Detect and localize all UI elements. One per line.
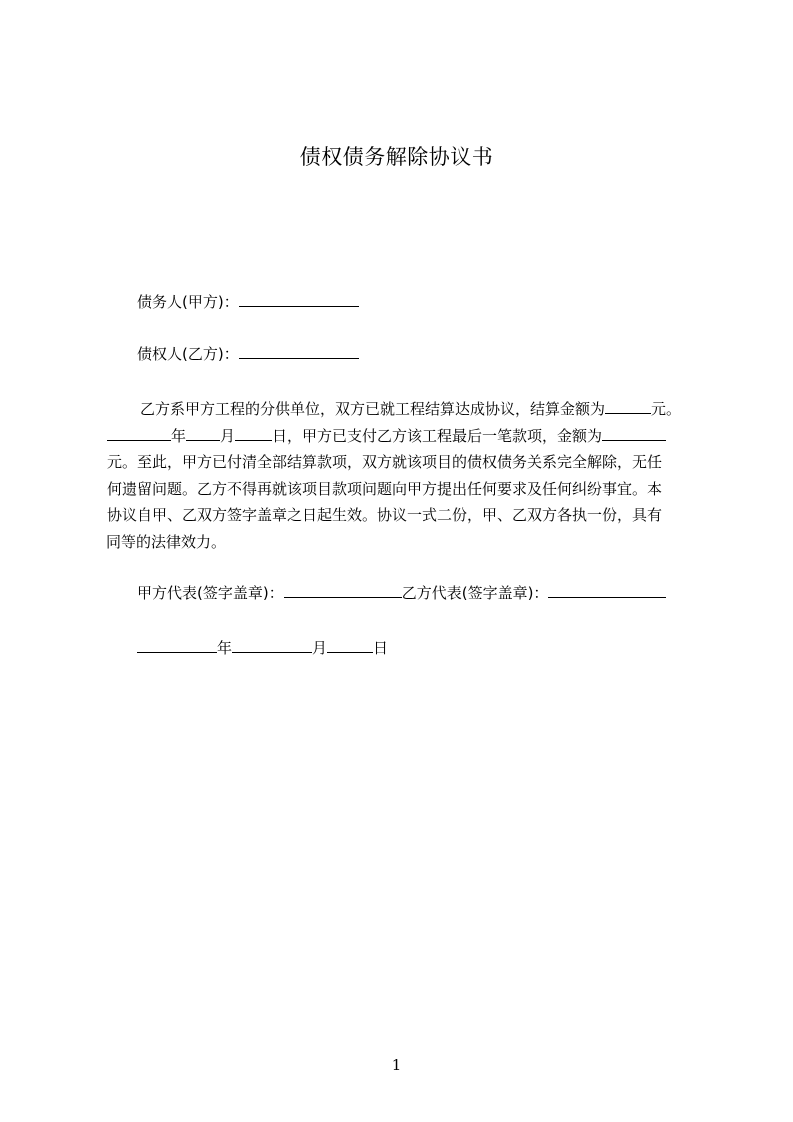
- year-blank: [107, 426, 171, 441]
- body-line-1: [107, 396, 707, 423]
- document-title: 债权债务解除协议书: [299, 145, 494, 169]
- debtor-line: [137, 292, 359, 312]
- date-line: [137, 638, 388, 658]
- date-day-label: 日: [373, 639, 389, 657]
- body-text: 日，甲方已支付乙方该工程最后一笔款项，金额为: [272, 426, 603, 445]
- body-line-6: 同等的法律效力。: [106, 532, 227, 551]
- month-blank: [186, 426, 220, 441]
- body-text: 乙方系甲方工程的分供单位，双方已就工程结算达成协议，结算金额为: [140, 400, 606, 418]
- creditor-blank: [239, 344, 359, 359]
- party-a-signature-label: 甲方代表(签字盖章)：: [137, 584, 284, 602]
- date-month-label: 月: [312, 639, 328, 657]
- debtor-label: 债务人(甲方)：: [137, 293, 239, 311]
- payment-amount-blank: [602, 426, 666, 441]
- debtor-blank: [239, 292, 359, 307]
- date-month-blank: [232, 638, 312, 653]
- date-year-label: 年: [217, 639, 233, 657]
- body-text: 月: [220, 426, 236, 445]
- party-b-signature-label: 乙方代表(签字盖章)：: [401, 584, 549, 602]
- body-text: 年: [171, 426, 187, 445]
- body-line-4: 何遗留问题。乙方不得再就该项目款项问题向甲方提出任何要求及任何纠纷事宜。本: [107, 479, 663, 498]
- date-year-blank: [137, 638, 217, 653]
- creditor-label: 债权人(乙方)：: [137, 345, 239, 363]
- agreement-body: [107, 396, 707, 555]
- day-blank: [235, 426, 272, 441]
- creditor-line: [137, 344, 359, 364]
- page-number: 1: [391, 1056, 402, 1074]
- party-b-signature-blank: [548, 583, 666, 598]
- body-text: 元。: [651, 400, 682, 418]
- date-day-blank: [327, 638, 373, 653]
- body-line-2: [107, 423, 707, 450]
- settlement-amount-blank: [605, 399, 651, 414]
- body-line-5: 协议自甲、乙双方签字盖章之日起生效。协议一式二份，甲、乙双方各执一份，具有: [107, 506, 663, 524]
- body-line-3: 元。至此，甲方已付清全部结算款项，双方就该项目的债权债务关系完全解除，无任: [107, 453, 663, 471]
- party-a-signature-blank: [284, 583, 402, 598]
- signature-line: [137, 583, 666, 603]
